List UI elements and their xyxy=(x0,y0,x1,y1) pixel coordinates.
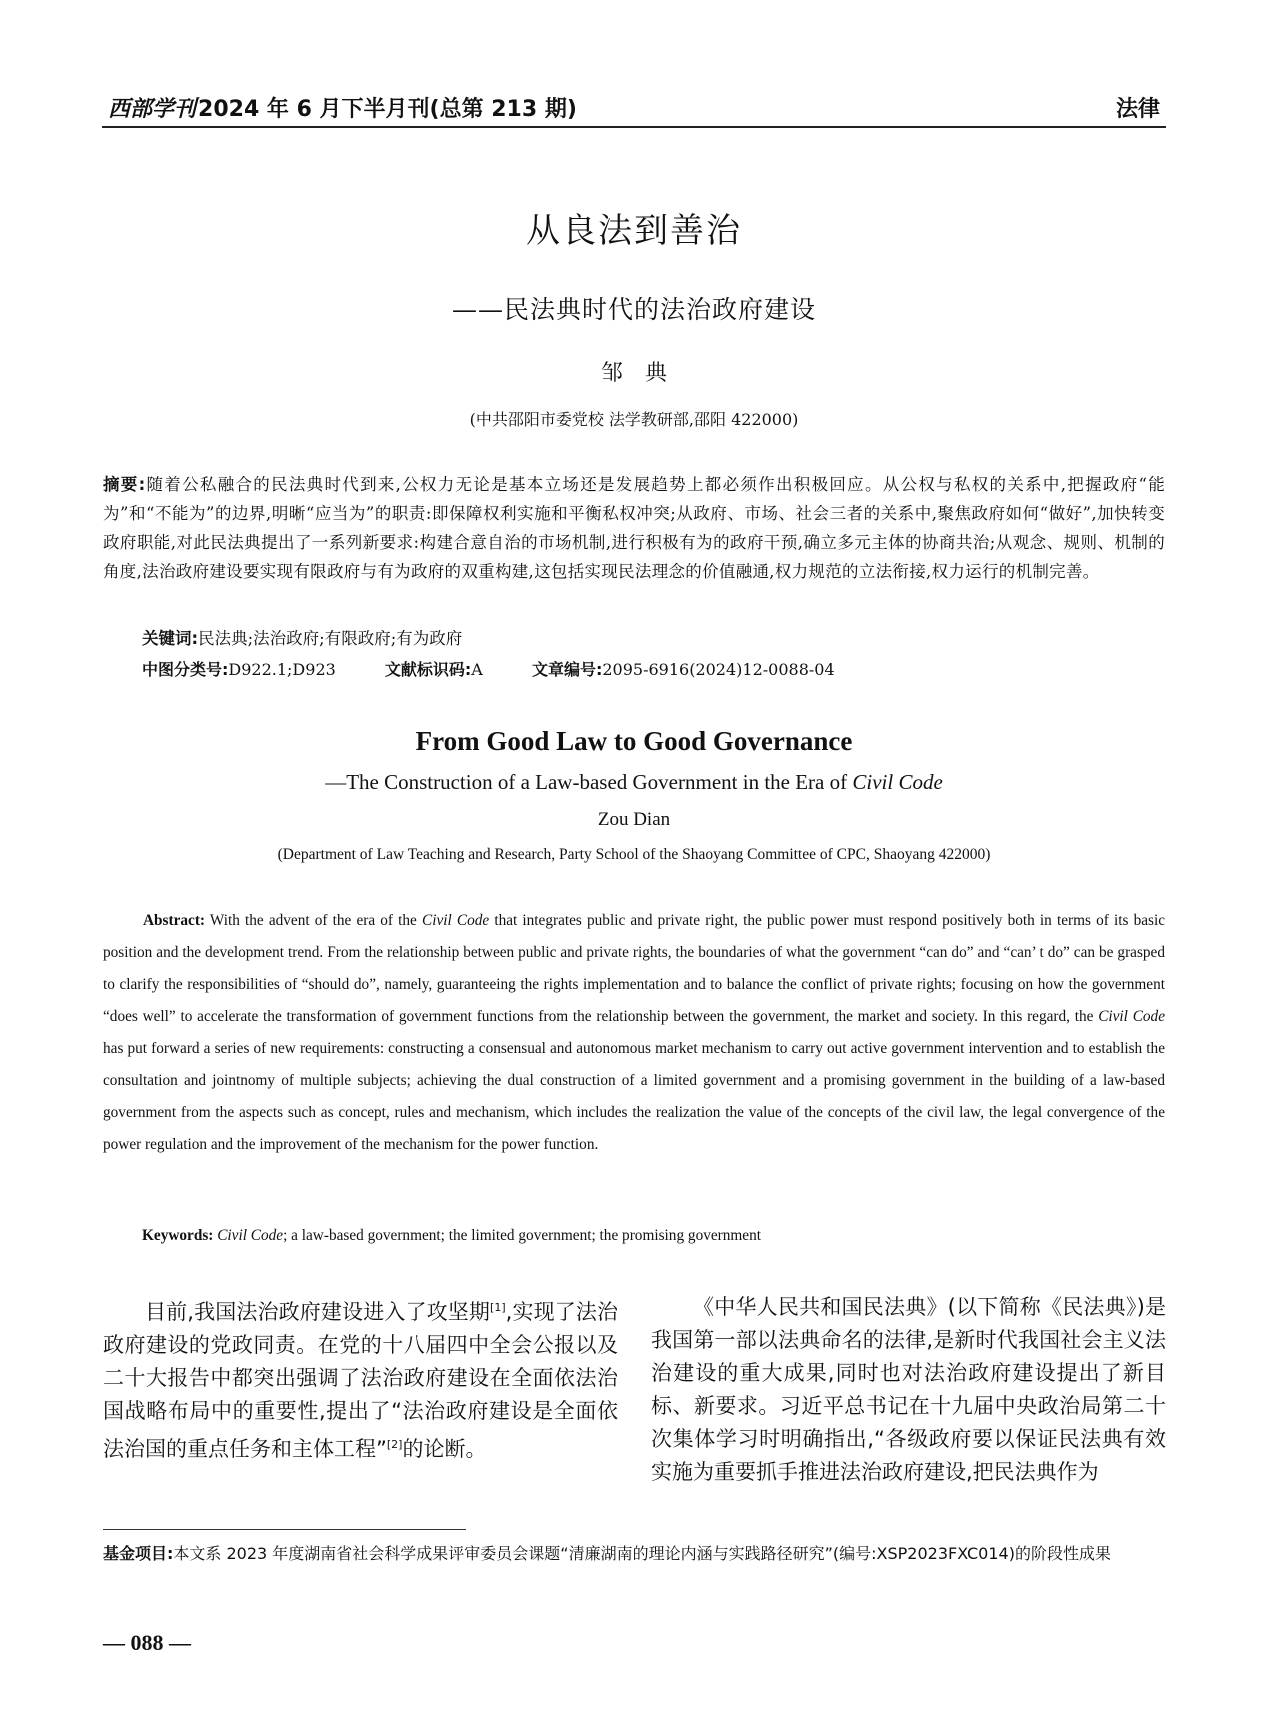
keywords-en xyxy=(142,1227,761,1245)
header-rule xyxy=(102,126,1166,128)
page-number: — 088 — xyxy=(103,1630,191,1655)
subtitle-en-italic: Civil Code xyxy=(852,770,943,794)
doc-value: A xyxy=(471,660,483,679)
art-value: 2095-6916(2024)12-0088-04 xyxy=(602,660,835,679)
affiliation-en: (Department of Law Teaching and Research, Party School of the Shaoyang Committee of CPC, Shaoyang 422000) xyxy=(277,846,991,863)
citation-1: [1] xyxy=(490,1301,506,1314)
keywords-en-text: ; a law-based government; the limited government; the promising government xyxy=(283,1227,761,1244)
footnote-label: 基金项目: xyxy=(103,1544,174,1563)
abstract-en-text-2: that integrates public and private right, the public power must respond positively both in terms of its basic position and the development trend. From the relationship between public and private rights, the boundaries of what the government “can do” and “can’ t do” can be grasped to clarify the responsibilities of “should do”, namely, guaranteeing the rights implementation and to balance the conflict of private rights; focusing on how the government “does well” to accelerate the transformation of government functions from the relationship between the government, the market and society. In this regard, the xyxy=(103,912,1165,1025)
body-left-text-3: 的论断。 xyxy=(402,1437,487,1461)
doc-code xyxy=(385,657,483,680)
abstract-cn xyxy=(103,470,1165,586)
keywords-cn-text: 民法典;法治政府;有限政府;有为政府 xyxy=(198,629,463,648)
issue-info: 2024 年 6 月下半月刊(总第 213 期) xyxy=(198,97,577,122)
body-left-text-1: 目前,我国法治政府建设进入了攻坚期 xyxy=(145,1300,491,1324)
doc-label: 文献标识码: xyxy=(384,660,472,679)
abstract-cn-text: 随着公私融合的民法典时代到来,公权力无论是基本立场还是发展趋势上都必须作出积极回应。从公权与私权的关系中,把握政府“能为”和“不能为”的边界,明晰“应当为”的职责:即保障权利实施和平衡私权冲突;从政府、市场、社会三者的关系中,聚焦政府如何“做好”,加快转变政府职能,对此民法典提出了一系列新要求:构建合意自治的市场机制,进行积极有为的政府干预,确立多元主体的协商共治;从观念、规则、机制的角度,法治政府建设要实现有限政府与有为政府的双重构建,这包括实现民法理念的价值融通,权力规范的立法衔接,权力运行的机制完善。 xyxy=(103,475,1166,581)
footnote-text: 本文系 2023 年度湖南省社会科学成果评审委员会课题“清廉湖南的理论内涵与实践路径研究”(编号:XSP2023FXC014)的阶段性成果 xyxy=(173,1544,1111,1563)
subtitle-en xyxy=(0,770,1268,795)
author-en: Zou Dian xyxy=(597,809,671,830)
clc-value: D922.1;D923 xyxy=(228,660,336,679)
section-label: 法律 xyxy=(1115,97,1160,122)
journal-header xyxy=(108,92,577,123)
title-en: From Good Law to Good Governance xyxy=(415,726,853,756)
subtitle-cn: ——民法典时代的法治政府建设 xyxy=(451,295,816,324)
keywords-en-label: Keywords: xyxy=(142,1227,214,1244)
body-left-column xyxy=(103,1291,618,1466)
subtitle-en-text: —The Construction of a Law-based Government in the Era of xyxy=(325,770,853,794)
affiliation-cn: (中共邵阳市委党校 法学教研部,邵阳 422000) xyxy=(469,410,799,429)
clc-label: 中图分类号: xyxy=(142,660,229,679)
footnote xyxy=(103,1540,1165,1568)
abstract-en-text-3: has put forward a series of new requirements: constructing a consensual and autonomous market mechanism to carry out active government intervention and to establish the consultation and jointnomy of multiple subjects; achieving the dual construction of a limited government and a promising government in the building of a law-based government from the aspects such as concept, rules and mechanism, which includes the realization the value of the concepts of the civil law, the legal convergence of the power regulation and the improvement of the mechanism for the power function. xyxy=(103,1040,1165,1153)
abstract-en-italic-2: Civil Code xyxy=(1098,1008,1165,1025)
title-cn: 从良法到善治 xyxy=(526,211,742,251)
body-right-column: 《中华人民共和国民法典》(以下简称《民法典》)是我国第一部以法典命名的法律,是新时代我国社会主义法治建设的重大成果,同时也对法治政府建设提出了新目标、新要求。习近平总书记在十九届中央政治局第二十次集体学习时明确指出,“各级政府要以保证民法典有效实施为重要抓手推进法治政府建设,把民法典作为 xyxy=(651,1295,1166,1484)
art-label: 文章编号: xyxy=(531,660,603,679)
article-number xyxy=(532,657,835,680)
clc-number xyxy=(142,657,336,680)
citation-2: [2] xyxy=(386,1438,403,1451)
abstract-en-italic-1: Civil Code xyxy=(422,912,490,929)
author-cn: 邹 典 xyxy=(600,361,667,386)
abstract-en-text-1: With the advent of the era of the xyxy=(205,912,422,929)
body-left-text-2: ,实现了法治政府建设的党政同责。在党的十八届四中全会公报以及二十大报告中都突出强调了法治政府建设在全面依法治国战略布局中的重要性,提出了“法治政府建设是全面依法治国的重点任务和主体工程” xyxy=(103,1300,618,1461)
keywords-en-italic: Civil Code xyxy=(217,1227,284,1244)
keywords-cn xyxy=(142,625,462,649)
footnote-rule xyxy=(103,1529,466,1530)
abstract-cn-label: 摘要: xyxy=(103,475,146,494)
classification-line xyxy=(142,657,879,680)
keywords-cn-label: 关键词: xyxy=(142,629,199,648)
abstract-en-label: Abstract: xyxy=(143,912,206,929)
journal-logo: 西部学刊 xyxy=(108,96,197,122)
abstract-en xyxy=(103,905,1165,1161)
